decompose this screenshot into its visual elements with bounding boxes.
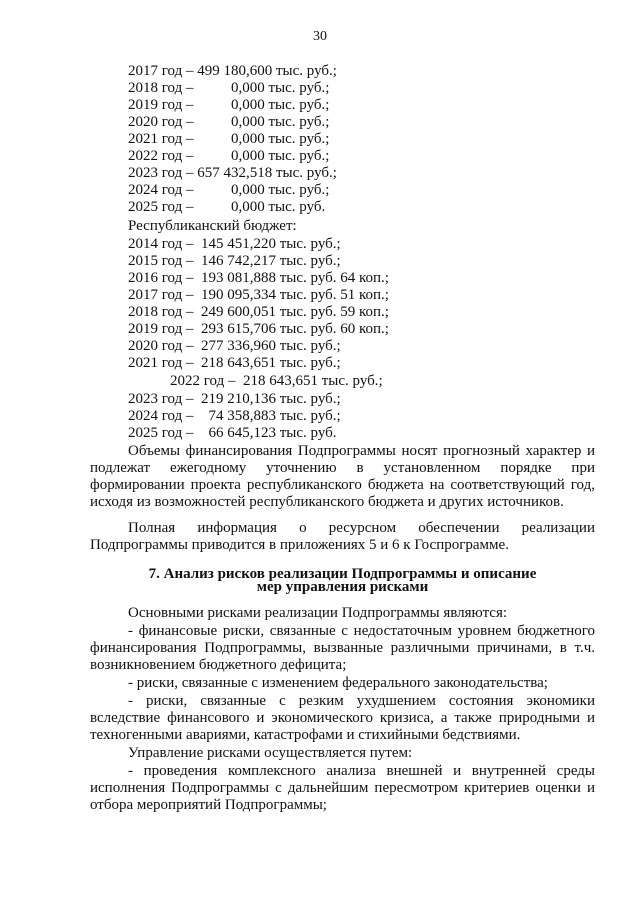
republic-budget-label: Республиканский бюджет:	[128, 218, 297, 234]
financing-line-2022: 2022 год – 0,000 тыс. руб.;	[128, 148, 330, 164]
volumes-paragraph-line-2: подлежат ежегодному уточнению в установленном порядке при	[90, 460, 595, 476]
info-paragraph-line-2: Подпрограммы приводится в приложениях 5 и 6 к Госпрограмме.	[90, 537, 509, 553]
republic-line-2015: 2015 год – 146 742,217 тыс. руб.;	[128, 253, 341, 269]
republic-line-2018: 2018 год – 249 600,051 тыс. руб. 59 коп.;	[128, 304, 389, 320]
financing-line-2025: 2025 год – 0,000 тыс. руб.	[128, 199, 326, 215]
republic-line-2016: 2016 год – 193 081,888 тыс. руб. 64 коп.;	[128, 270, 389, 286]
financing-line-2020: 2020 год – 0,000 тыс. руб.;	[128, 114, 330, 130]
volumes-paragraph-line-1: Объемы финансирования Подпрограммы носят прогнозный характер и	[128, 443, 595, 459]
risks-intro: Основными рисками реализации Подпрограммы являются:	[128, 605, 508, 621]
republic-line-2019: 2019 год – 293 615,706 тыс. руб. 60 коп.;	[128, 321, 389, 337]
management-analysis-line-3: отбора мероприятий Подпрограммы;	[90, 797, 327, 813]
financing-line-2018: 2018 год – 0,000 тыс. руб.;	[128, 80, 330, 96]
financing-line-2019: 2019 год – 0,000 тыс. руб.;	[128, 97, 330, 113]
risk-financial-line-2: финансирования Подпрограммы, вызванные различными причинами, в т.ч.	[90, 640, 595, 656]
republic-line-2014: 2014 год – 145 451,220 тыс. руб.;	[128, 236, 341, 252]
volumes-paragraph-line-3: формировании проекта республиканского бюджета на соответствующий год,	[90, 477, 595, 493]
management-intro: Управление рисками осуществляется путем:	[128, 745, 413, 761]
section-heading-line-1: 7. Анализ рисков реализации Подпрограммы и описание	[148, 566, 537, 582]
republic-line-2020: 2020 год – 277 336,960 тыс. руб.;	[128, 338, 341, 354]
risk-economy-line-2: вследствие финансового и экономического кризиса, а также природными и	[90, 710, 595, 726]
section-heading-line-2: мер управления рисками	[256, 579, 429, 595]
financing-line-2023: 2023 год – 657 432,518 тыс. руб.;	[128, 165, 337, 181]
management-analysis-line-2: исполнения Подпрограммы с дальнейшим пересмотром критериев оценки и	[90, 780, 595, 796]
risk-economy-line-1: - риски, связанные с резким ухудшением состояния экономики	[128, 693, 595, 709]
republic-line-2024: 2024 год – 74 358,883 тыс. руб.;	[128, 408, 341, 424]
republic-line-2023: 2023 год – 219 210,136 тыс. руб.;	[128, 391, 341, 407]
management-analysis-line-1: - проведения комплексного анализа внешней и внутренней среды	[128, 763, 595, 779]
risk-financial-line-1: - финансовые риски, связанные с недостаточным уровнем бюджетного	[128, 623, 595, 639]
republic-line-2021: 2021 год – 218 643,651 тыс. руб.;	[128, 355, 341, 371]
republic-line-2022: 2022 год – 218 643,651 тыс. руб.;	[170, 373, 383, 389]
republic-line-2025: 2025 год – 66 645,123 тыс. руб.	[128, 425, 337, 441]
financing-line-2021: 2021 год – 0,000 тыс. руб.;	[128, 131, 330, 147]
risk-economy-line-3: техногенными авариями, катастрофами и стихийными бедствиями.	[90, 727, 521, 743]
risk-financial-line-3: возникновением бюджетного дефицита;	[90, 657, 347, 673]
page-number: 30	[313, 29, 327, 44]
financing-line-2017: 2017 год – 499 180,600 тыс. руб.;	[128, 63, 337, 79]
republic-line-2017: 2017 год – 190 095,334 тыс. руб. 51 коп.;	[128, 287, 389, 303]
info-paragraph-line-1: Полная информация о ресурсном обеспечении реализации	[128, 520, 595, 536]
volumes-paragraph-line-4: исходя из возможностей республиканского бюджета и других источников.	[90, 494, 564, 510]
risk-legislation: - риски, связанные с изменением федерального законодательства;	[128, 675, 548, 691]
financing-line-2024: 2024 год – 0,000 тыс. руб.;	[128, 182, 330, 198]
